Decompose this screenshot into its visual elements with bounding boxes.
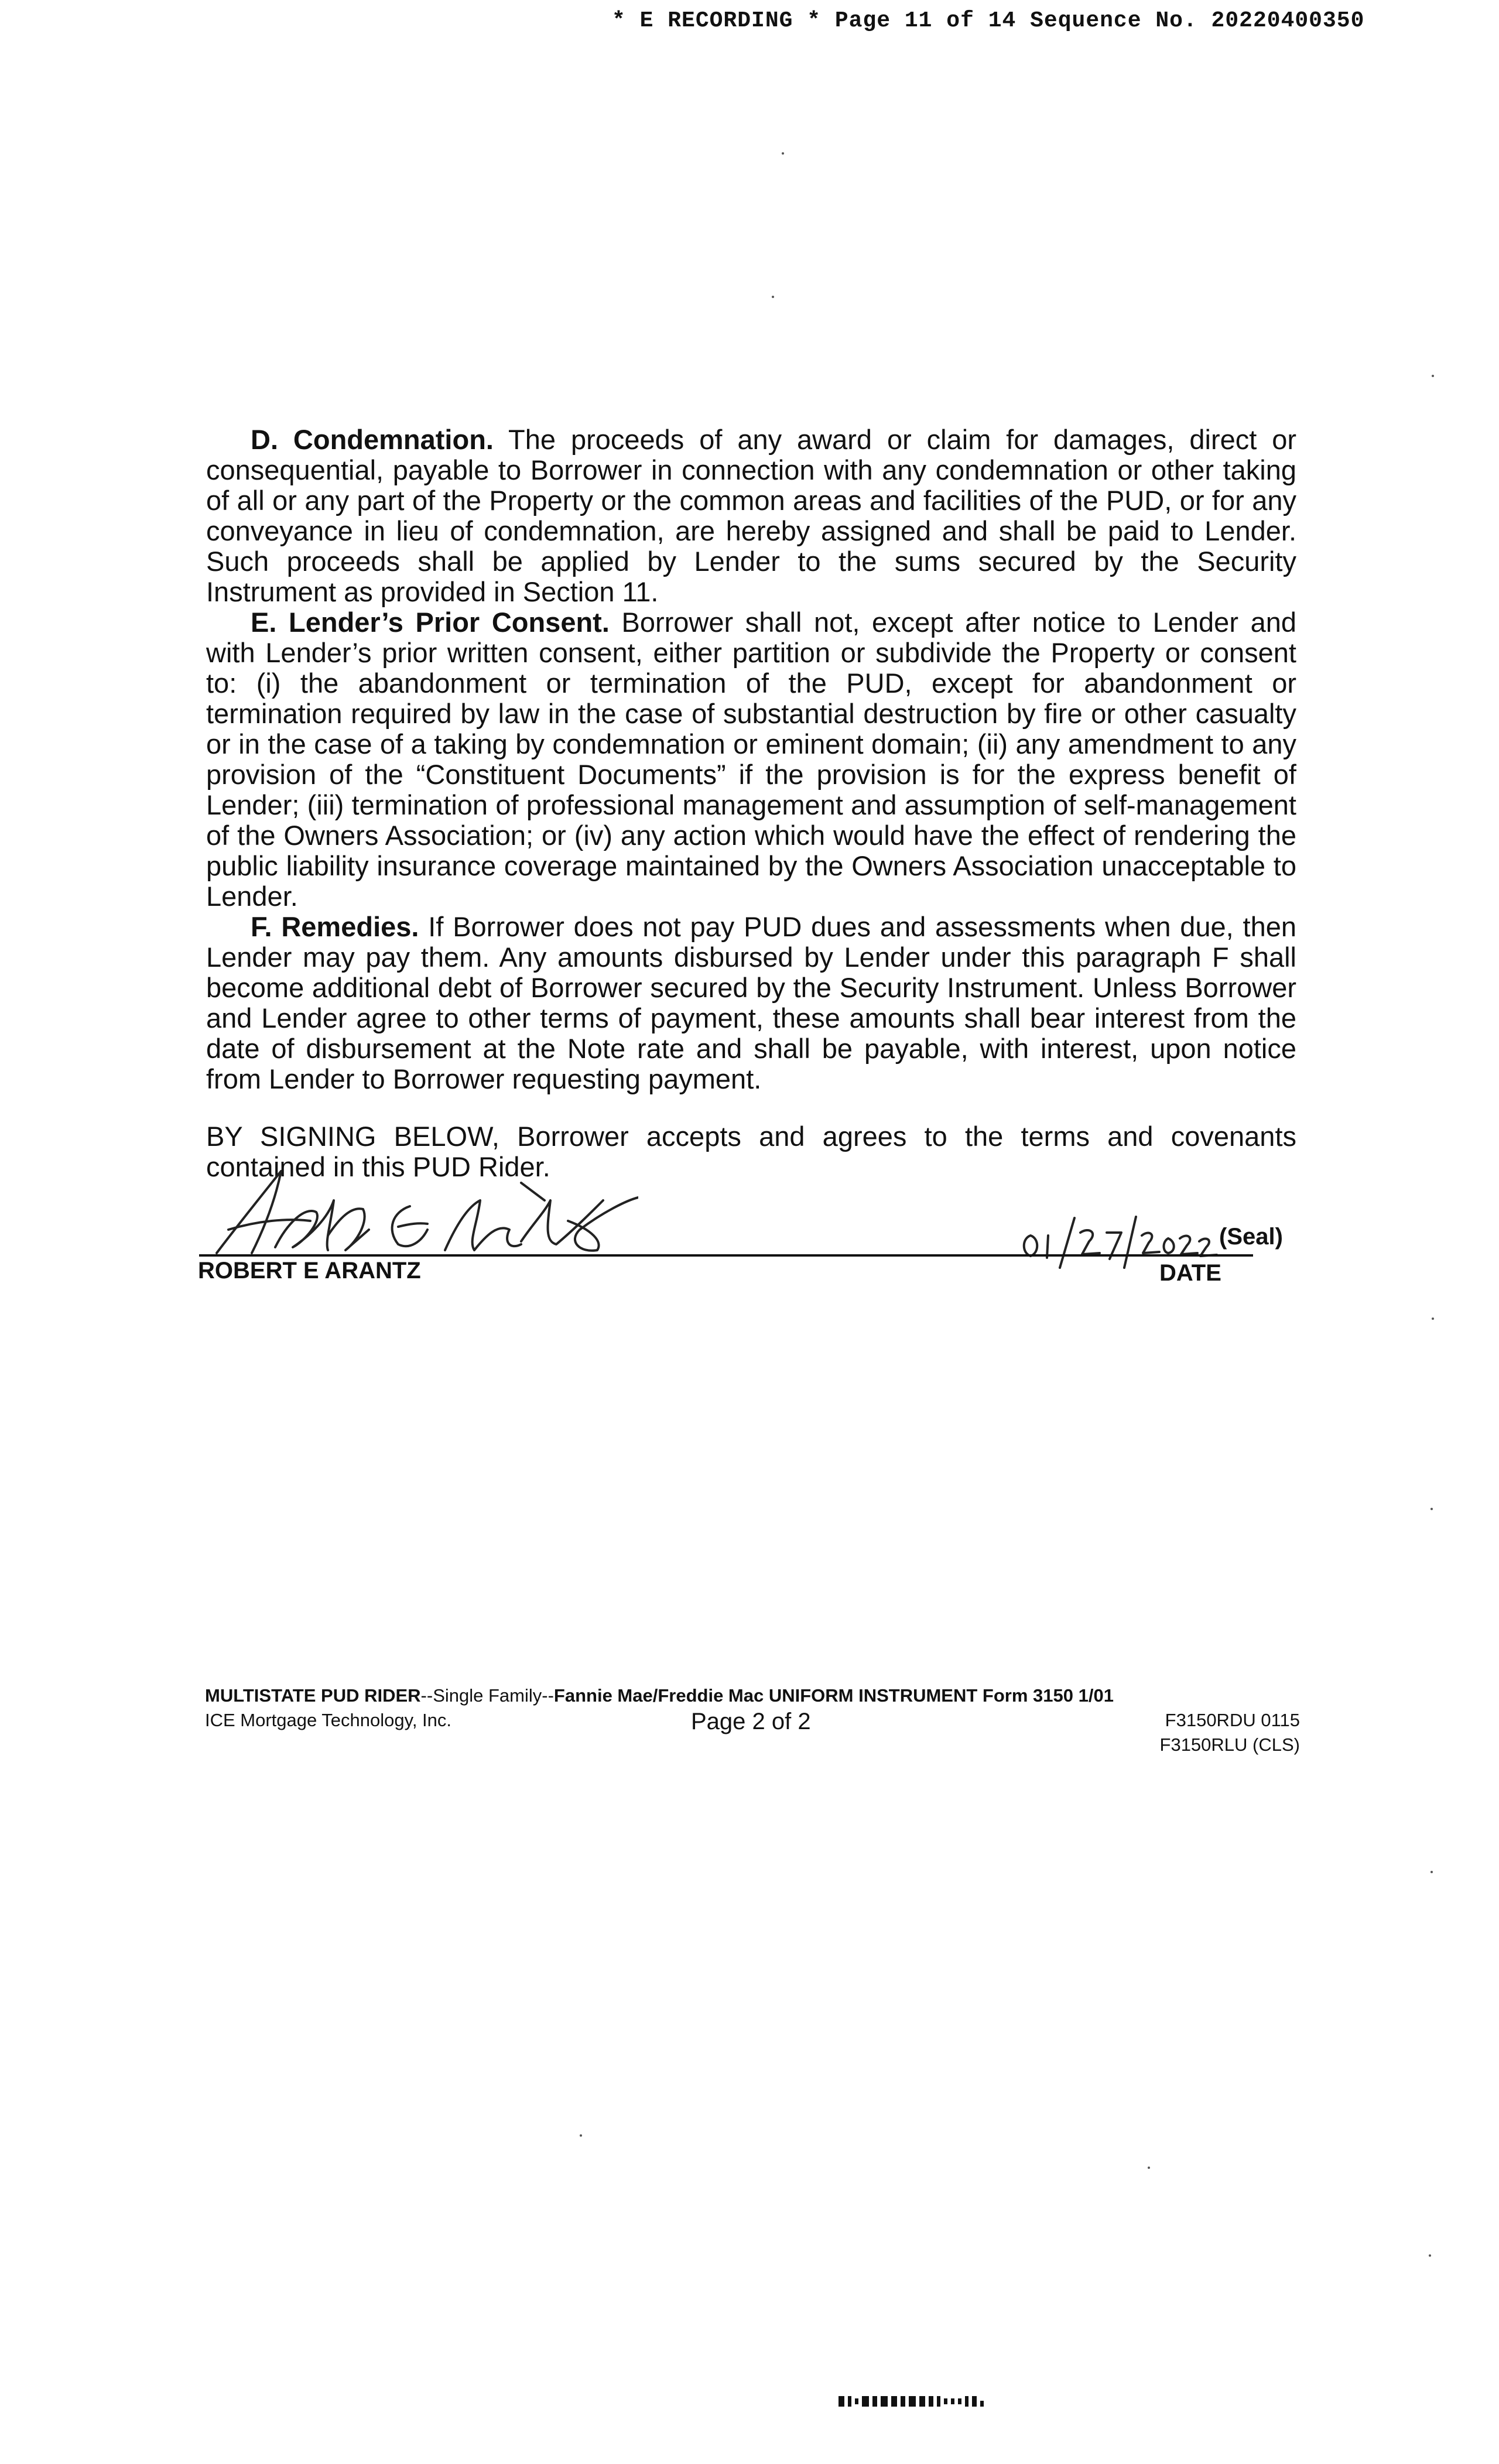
barcode-strip: [839, 2393, 1026, 2410]
form-title-part3: Fannie Mae/Freddie Mac UNIFORM INSTRUMENT Form 3150 1/01: [553, 1685, 1114, 1706]
date-label: DATE: [1159, 1260, 1221, 1286]
handwritten-signature: [193, 1165, 638, 1259]
condemnation-heading: D. Condemnation.: [251, 424, 494, 455]
scan-speck: [1430, 1871, 1433, 1873]
remedies-heading: F. Remedies.: [251, 911, 419, 942]
recording-header: * E RECORDING * Page 11 of 14 Sequence No. 20220400350: [612, 8, 1365, 33]
rider-body: [206, 425, 1296, 1182]
scan-speck: [580, 2134, 582, 2137]
signer-name: ROBERT E ARANTZ: [198, 1258, 421, 1284]
scan-speck: [1432, 1317, 1434, 1320]
consent-text: Borrower shall not, except after notice to Lender and with Lender’s prior written consent, either partition or subdivide the Property or consent to: (i) the abandonment or termination of the PUD, except for abandonment or termination required by law in the case of substantial destruction by fire or other casualty or in the case of a taking by condemnation or eminent domain; (ii) any amendment to any provision of the “Constituent Documents” if the provision is for the express benefit of Lender; (iii) termination of professional management and assumption of self-management of the Owners Association; or (iv) any action which would have the effect of rendering the public liability insurance coverage maintained by the Owners Association unacceptable to Lender.: [206, 607, 1296, 912]
form-title-part1: MULTISTATE PUD RIDER: [205, 1685, 421, 1706]
consent-heading: E. Lender’s Prior Consent.: [251, 607, 610, 638]
signature-block: [193, 1165, 1306, 1294]
remedies-paragraph: [206, 912, 1296, 1094]
form-footer: [205, 1685, 1300, 1755]
seal-label: (Seal): [1219, 1224, 1283, 1250]
signature-line: [199, 1254, 1253, 1257]
scan-speck: [1429, 2254, 1431, 2257]
scan-speck: [1432, 375, 1434, 377]
condemnation-paragraph: [206, 425, 1296, 607]
form-title: [205, 1685, 1300, 1706]
page-number: Page 2 of 2: [691, 1709, 811, 1734]
scan-speck: [782, 152, 784, 155]
footer-row: [205, 1709, 1300, 1755]
form-code-secondary: F3150RLU (CLS): [1159, 1734, 1300, 1755]
condemnation-text: The proceeds of any award or claim for damages, direct or consequential, payable to Borrower in connection with any condemnation or other taking of all or any part of the Property or the common areas and facilities of the PUD, or for any conveyance in lieu of condemnation, are hereby assigned and shall be paid to Lender. Such proceeds shall be applied by Lender to the sums secured by the Security Instrument as provided in Section 11.: [206, 424, 1297, 607]
form-code-primary: F3150RDU 0115: [1165, 1710, 1300, 1730]
form-title-part2: --Single Family--: [420, 1685, 554, 1706]
scan-speck: [1148, 2167, 1150, 2169]
signing-statement: BY SIGNING BELOW, Borrower accepts and agrees to the terms and covenants contained in this PUD Rider.: [206, 1121, 1296, 1182]
company-name: ICE Mortgage Technology, Inc.: [205, 1710, 452, 1730]
remedies-text: If Borrower does not pay PUD dues and assessments when due, then Lender may pay them. Any amounts disbursed by Lender under this paragraph F shall become additional debt of Borrower secured by the Security Instrument. Unless Borrower and Lender agree to other terms of payment, these amounts shall bear interest from the date of disbursement at the Note rate and shall be payable, with interest, upon notice from Lender to Borrower requesting payment.: [206, 911, 1297, 1094]
scan-speck: [772, 296, 774, 298]
consent-paragraph: [206, 607, 1296, 912]
scan-speck: [1430, 1508, 1433, 1510]
